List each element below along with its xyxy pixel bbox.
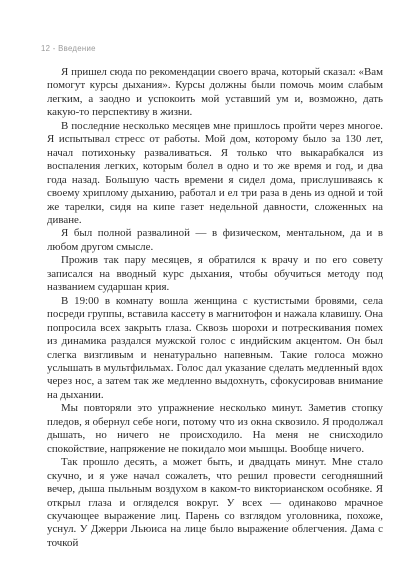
- paragraph: Я был полной развалиной — в физическом, ментальном, да и в любом другом смысле.: [47, 227, 383, 253]
- paragraph: В 19:00 в комнату вошла женщина с кустистыми бровями, села посреди группы, вставила кассету в магнитофон и нажала клавишу. Она попросила всех закрыть глаза. Сквозь шорохи и потрескивания помех из динамика раздался мужской голос с индийским акцентом. Он был слегка визгливым и ненатурально напевным. Такие голоса можно услышать в мультфильмах. Голос дал указание сделать медленный вдох через нос, а затем так же медленно выдохнуть, сфокусировав внимание на дыхании.: [47, 294, 383, 401]
- paragraph: Я пришел сюда по рекомендации своего врача, который сказал: «Вам помогут курсы дыхания». Курсы должны были помочь моим слабым легким, а заодно и успокоить мой уставший ум и, возможно, дать какую-то перспективу в жизни.: [47, 66, 383, 119]
- paragraph: Прожив так пару месяцев, я обратился к врачу и по его совету записался на вводный курс дыхания, чтобы обучиться методу под названием сударшан крия.: [47, 254, 383, 294]
- paragraph: Так прошло десять, а может быть, и двадцать минут. Мне стало скучно, и я уже начал сожалеть, что решил провести сегодняшний вечер, дыша пыльным воздухом в каком-то викторианском особняке. Я открыл глаза и огляделся вокруг. У всех — одинаково мрачное скучающее выражение лиц. Парень со взглядом уголовника, похоже, уснул. У Джерри Льюиса на лице было выражение облегчения. Дама с точкой: [47, 456, 383, 549]
- running-head: 12 - Введение: [41, 44, 96, 53]
- paragraph: В последние несколько месяцев мне пришлось пройти через многое. Я испытывал стресс от работы. Мой дом, которому было за 130 лет, начал потихоньку разваливаться. Я только что выкарабкался из воспаления легких, которым болел в одно и то же время и год, и два года назад. Большую часть времени я сидел дома, прислушиваясь к своему хриплому дыханию, работал и ел три раза в день из одной и той же тарелки, сидя на кипе газет недельной давности, сложенных на диване.: [47, 119, 383, 226]
- paragraph: Мы повторяли это упражнение несколько минут. Заметив стопку пледов, я обернул себе ноги, потому что из окна сквозило. Я продолжал дышать, но ничего не происходило. На меня не снисходило спокойствие, напряжение не покидало мои мышцы. Вообще ничего.: [47, 402, 383, 455]
- body-text: [47, 66, 383, 550]
